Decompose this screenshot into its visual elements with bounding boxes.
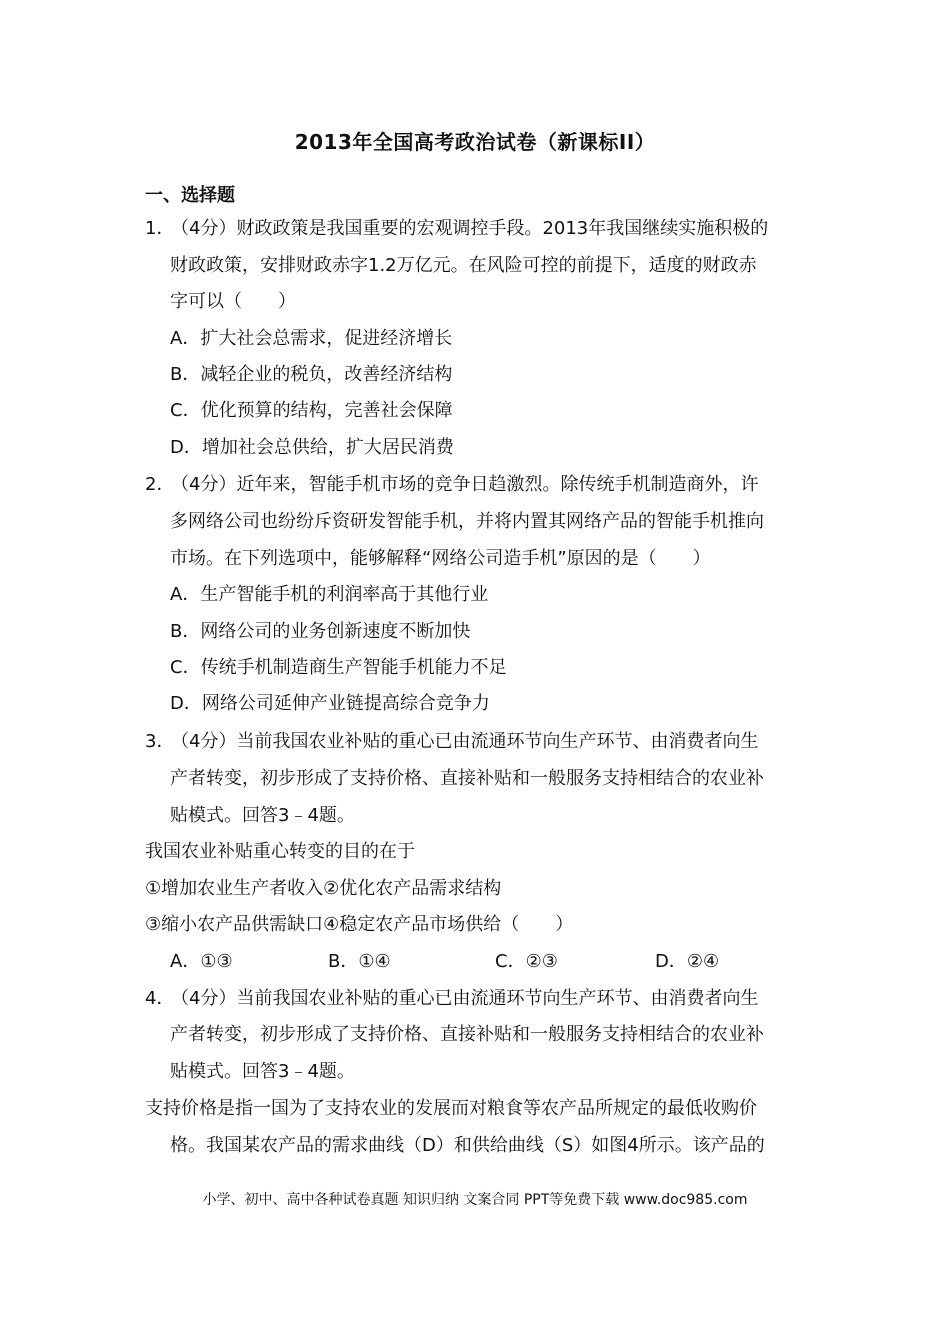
question-3-line2: 产者转变，初步形成了支持价格、直接补贴和一般服务支持相结合的农业补 bbox=[170, 768, 764, 789]
section-heading: 一、选择题 bbox=[145, 185, 235, 206]
question-number: 2． bbox=[145, 474, 175, 495]
question-4-line1: 4．（4分）当前我国农业补贴的重心已由流通环节向生产环节、由消费者向生 bbox=[145, 988, 759, 1009]
question-1-option-d: D．增加社会总供给，扩大居民消费 bbox=[170, 437, 454, 458]
question-4-stem-line2: 格。我国某农产品的需求曲线（D）和供给曲线（S）如图4所示。该产品的 bbox=[170, 1135, 765, 1156]
page-footer: 小学、初中、高中各种试卷真题 知识归纳 文案合同 PPT等免费下载 www.doc985.com bbox=[202, 1192, 748, 1208]
question-2-option-d: D．网络公司延伸产业链提高综合竞争力 bbox=[170, 693, 490, 714]
question-3-option-d: D．②④ bbox=[655, 951, 720, 972]
question-1-option-b: B．减轻企业的税负，改善经济结构 bbox=[170, 364, 453, 385]
question-4-line3: 贴模式。回答3﹣4题。 bbox=[170, 1061, 355, 1082]
question-number: 3． bbox=[145, 731, 175, 752]
question-number: 1． bbox=[145, 218, 175, 239]
question-4-stem-line1: 支持价格是指一国为了支持农业的发展而对粮食等农产品所规定的最低收购价 bbox=[145, 1098, 757, 1119]
question-2-option-b: B．网络公司的业务创新速度不断加快 bbox=[170, 621, 471, 642]
question-3-choices-1: ①增加农业生产者收入②优化农产品需求结构 bbox=[145, 878, 502, 899]
question-3-choices-2: ③缩小农产品供需缺口④稳定农产品市场供给（ ） bbox=[145, 914, 574, 935]
question-2-line2: 多网络公司也纷纷斥资研发智能手机，并将内置其网络产品的智能手机推向 bbox=[170, 511, 764, 532]
question-1-line2: 财政政策，安排财政赤字1.2万亿元。在风险可控的前提下，适度的财政赤 bbox=[170, 255, 757, 276]
question-4-line2: 产者转变，初步形成了支持价格、直接补贴和一般服务支持相结合的农业补 bbox=[170, 1024, 764, 1045]
question-3-option-b: B．①④ bbox=[328, 951, 391, 972]
question-3-option-c: C．②③ bbox=[495, 951, 558, 972]
question-2-option-c: C．传统手机制造商生产智能手机能力不足 bbox=[170, 657, 507, 678]
question-3-line3: 贴模式。回答3﹣4题。 bbox=[170, 805, 355, 826]
question-3-line1: 3．（4分）当前我国农业补贴的重心已由流通环节向生产环节、由消费者向生 bbox=[145, 731, 759, 752]
question-1-option-a: A．扩大社会总需求，促进经济增长 bbox=[170, 328, 453, 349]
question-number: 4． bbox=[145, 988, 175, 1009]
question-1-line1: 1．（4分）财政政策是我国重要的宏观调控手段。2013年我国继续实施积极的 bbox=[145, 218, 769, 239]
question-3-option-a: A．①③ bbox=[170, 951, 233, 972]
question-1-option-c: C．优化预算的结构，完善社会保障 bbox=[170, 400, 453, 421]
page-title: 2013年全国高考政治试卷（新课标II） bbox=[294, 130, 656, 154]
question-2-line1: 2．（4分）近年来，智能手机市场的竞争日趋激烈。除传统手机制造商外，许 bbox=[145, 474, 759, 495]
question-3-stem: 我国农业补贴重心转变的目的在于 bbox=[145, 841, 415, 862]
question-1-line3: 字可以（ ） bbox=[170, 291, 296, 312]
question-2-option-a: A．生产智能手机的利润率高于其他行业 bbox=[170, 584, 489, 605]
question-2-line3: 市场。在下列选项中，能够解释“网络公司造手机”原因的是（ ） bbox=[170, 548, 711, 569]
